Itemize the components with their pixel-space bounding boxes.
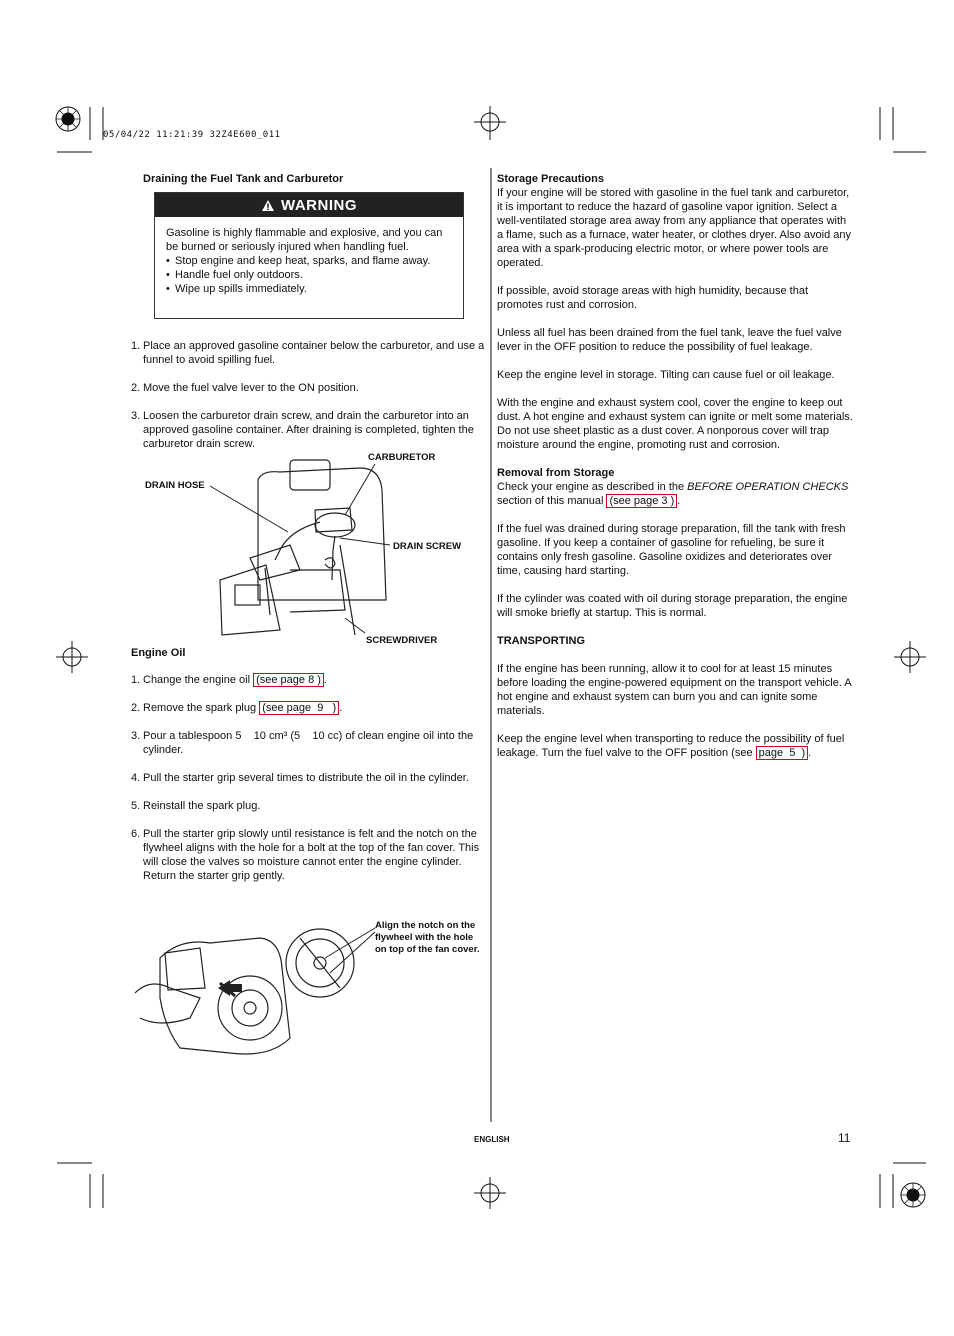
- page-link-9[interactable]: (see page 9 ): [259, 701, 339, 715]
- list-item: 2. Remove the spark plug (see page 9 ) .: [131, 702, 343, 714]
- label-drain-hose: DRAIN HOSE: [145, 480, 205, 491]
- page-link-8[interactable]: (see page 8 ): [253, 673, 324, 687]
- warning-intro: Gasoline is highly flammable and explosive, and you can be burned or seriously injured when handling fuel.: [166, 227, 443, 253]
- warning-bullet: • Handle fuel only outdoors.: [166, 269, 303, 281]
- paragraph: Keep the engine level in storage. Tilting can cause fuel or oil leakage.: [497, 369, 835, 381]
- page-link-3[interactable]: (see page 3 ): [606, 494, 677, 508]
- paragraph: Check your engine as described in the BEFORE OPERATION CHECKS section of this manual (see page 3 ) .: [497, 481, 849, 507]
- warning-bullet: • Stop engine and keep heat, sparks, and flame away.: [166, 255, 431, 267]
- print-timestamp: 05/04/22 11:21:39 32Z4E600_011: [103, 130, 281, 140]
- warning-header: [155, 193, 463, 217]
- section-title-storage: Storage Precautions: [497, 173, 604, 185]
- warning-triangle-icon: [261, 199, 275, 212]
- paragraph: If the cylinder was coated with oil during storage preparation, the engine will smoke briefly at startup. This is normal.: [497, 593, 848, 619]
- list-item: 4. Pull the starter grip several times to distribute the oil in the cylinder.: [131, 772, 469, 784]
- paragraph: With the engine and exhaust system cool, cover the engine to keep out dust. A hot engine and exhaust system can ignite or melt some materials. Do not use sheet plastic as a dust cover. A nonporous cover will trap moisture around the engine, promoting rust and corrosion.: [497, 397, 853, 451]
- figure-caption-flywheel: Align the notch on the flywheel with the hole on top of the fan cover.: [375, 920, 480, 955]
- list-item: 3. Pour a tablespoon 5 10 cm³ (5 10 cc) of clean engine oil into the cylinder.: [131, 730, 477, 756]
- section-title-removal: Removal from Storage: [497, 467, 615, 479]
- paragraph: Keep the engine level when transporting to reduce the possibility of fuel leakage. Turn the fuel valve to the OFF position (see page 5 ) .: [497, 733, 845, 759]
- list-item: 3. Loosen the carburetor drain screw, and drain the carburetor into an approved gasoline container. After draining is completed, tighten the carburetor drain screw.: [131, 410, 474, 450]
- list-item: 6. Pull the starter grip slowly until resistance is felt and the notch on the flywheel aligns with the hole for a bolt at the top of the fan cover. This will close the valves so moisture cannot enter the engine cylinder. Return the starter grip gently.: [131, 828, 480, 882]
- label-carburetor: CARBURETOR: [368, 452, 436, 463]
- warning-heading: WARNING: [281, 196, 357, 214]
- draining-steps: [131, 339, 486, 451]
- footer-language: ENGLISH: [474, 1135, 510, 1144]
- page-number: 11: [838, 1131, 851, 1145]
- section-title-engine-oil: Engine Oil: [131, 647, 186, 659]
- label-screwdriver: SCREWDRIVER: [366, 635, 438, 646]
- list-item: 1. Place an approved gasoline container below the carburetor, and use a funnel to avoid spilling fuel.: [131, 340, 485, 366]
- section-title-transporting: TRANSPORTING: [497, 635, 585, 647]
- paragraph: If the fuel was drained during storage preparation, fill the tank with fresh gasoline. If you keep a container of gasoline for refueling, be sure it contains only fresh gasoline. Gasoline oxidizes and deteriorates over time, causing hard starting.: [497, 523, 846, 577]
- paragraph: If possible, avoid storage areas with high humidity, because that promotes rust and corrosion.: [497, 285, 809, 311]
- page-link-5[interactable]: page 5 ): [756, 746, 808, 760]
- list-item: 1. Change the engine oil (see page 8 ) .: [131, 674, 327, 686]
- right-column: [497, 172, 854, 760]
- section-title-draining: Draining the Fuel Tank and Carburetor: [143, 173, 344, 185]
- oil-steps: [131, 673, 489, 883]
- paragraph: If your engine will be stored with gasoline in the fuel tank and carburetor, it is important to reduce the hazard of gasoline vapor ignition. Select a well-ventilated storage area away from any appliance that operates with a flame, such as a furnace, water heater, or clothes dryer. Also avoid any area with a spark-producing electric motor, or where power tools are operated.: [497, 187, 852, 269]
- list-item: 2. Move the fuel valve lever to the ON position.: [131, 382, 359, 394]
- warning-bullet: • Wipe up spills immediately.: [166, 283, 307, 295]
- paragraph: If the engine has been running, allow it to cool for at least 15 minutes before loading the engine-powered equipment on the transport vehicle. A hot engine and exhaust system can burn you and can ignite some materials.: [497, 663, 852, 717]
- label-drain-screw: DRAIN SCREW: [393, 541, 462, 552]
- list-item: 5. Reinstall the spark plug.: [131, 800, 261, 812]
- warning-box: [154, 192, 464, 319]
- paragraph: Unless all fuel has been drained from the fuel tank, leave the fuel valve lever in the OFF position to reduce the possibility of fuel leakage.: [497, 327, 842, 353]
